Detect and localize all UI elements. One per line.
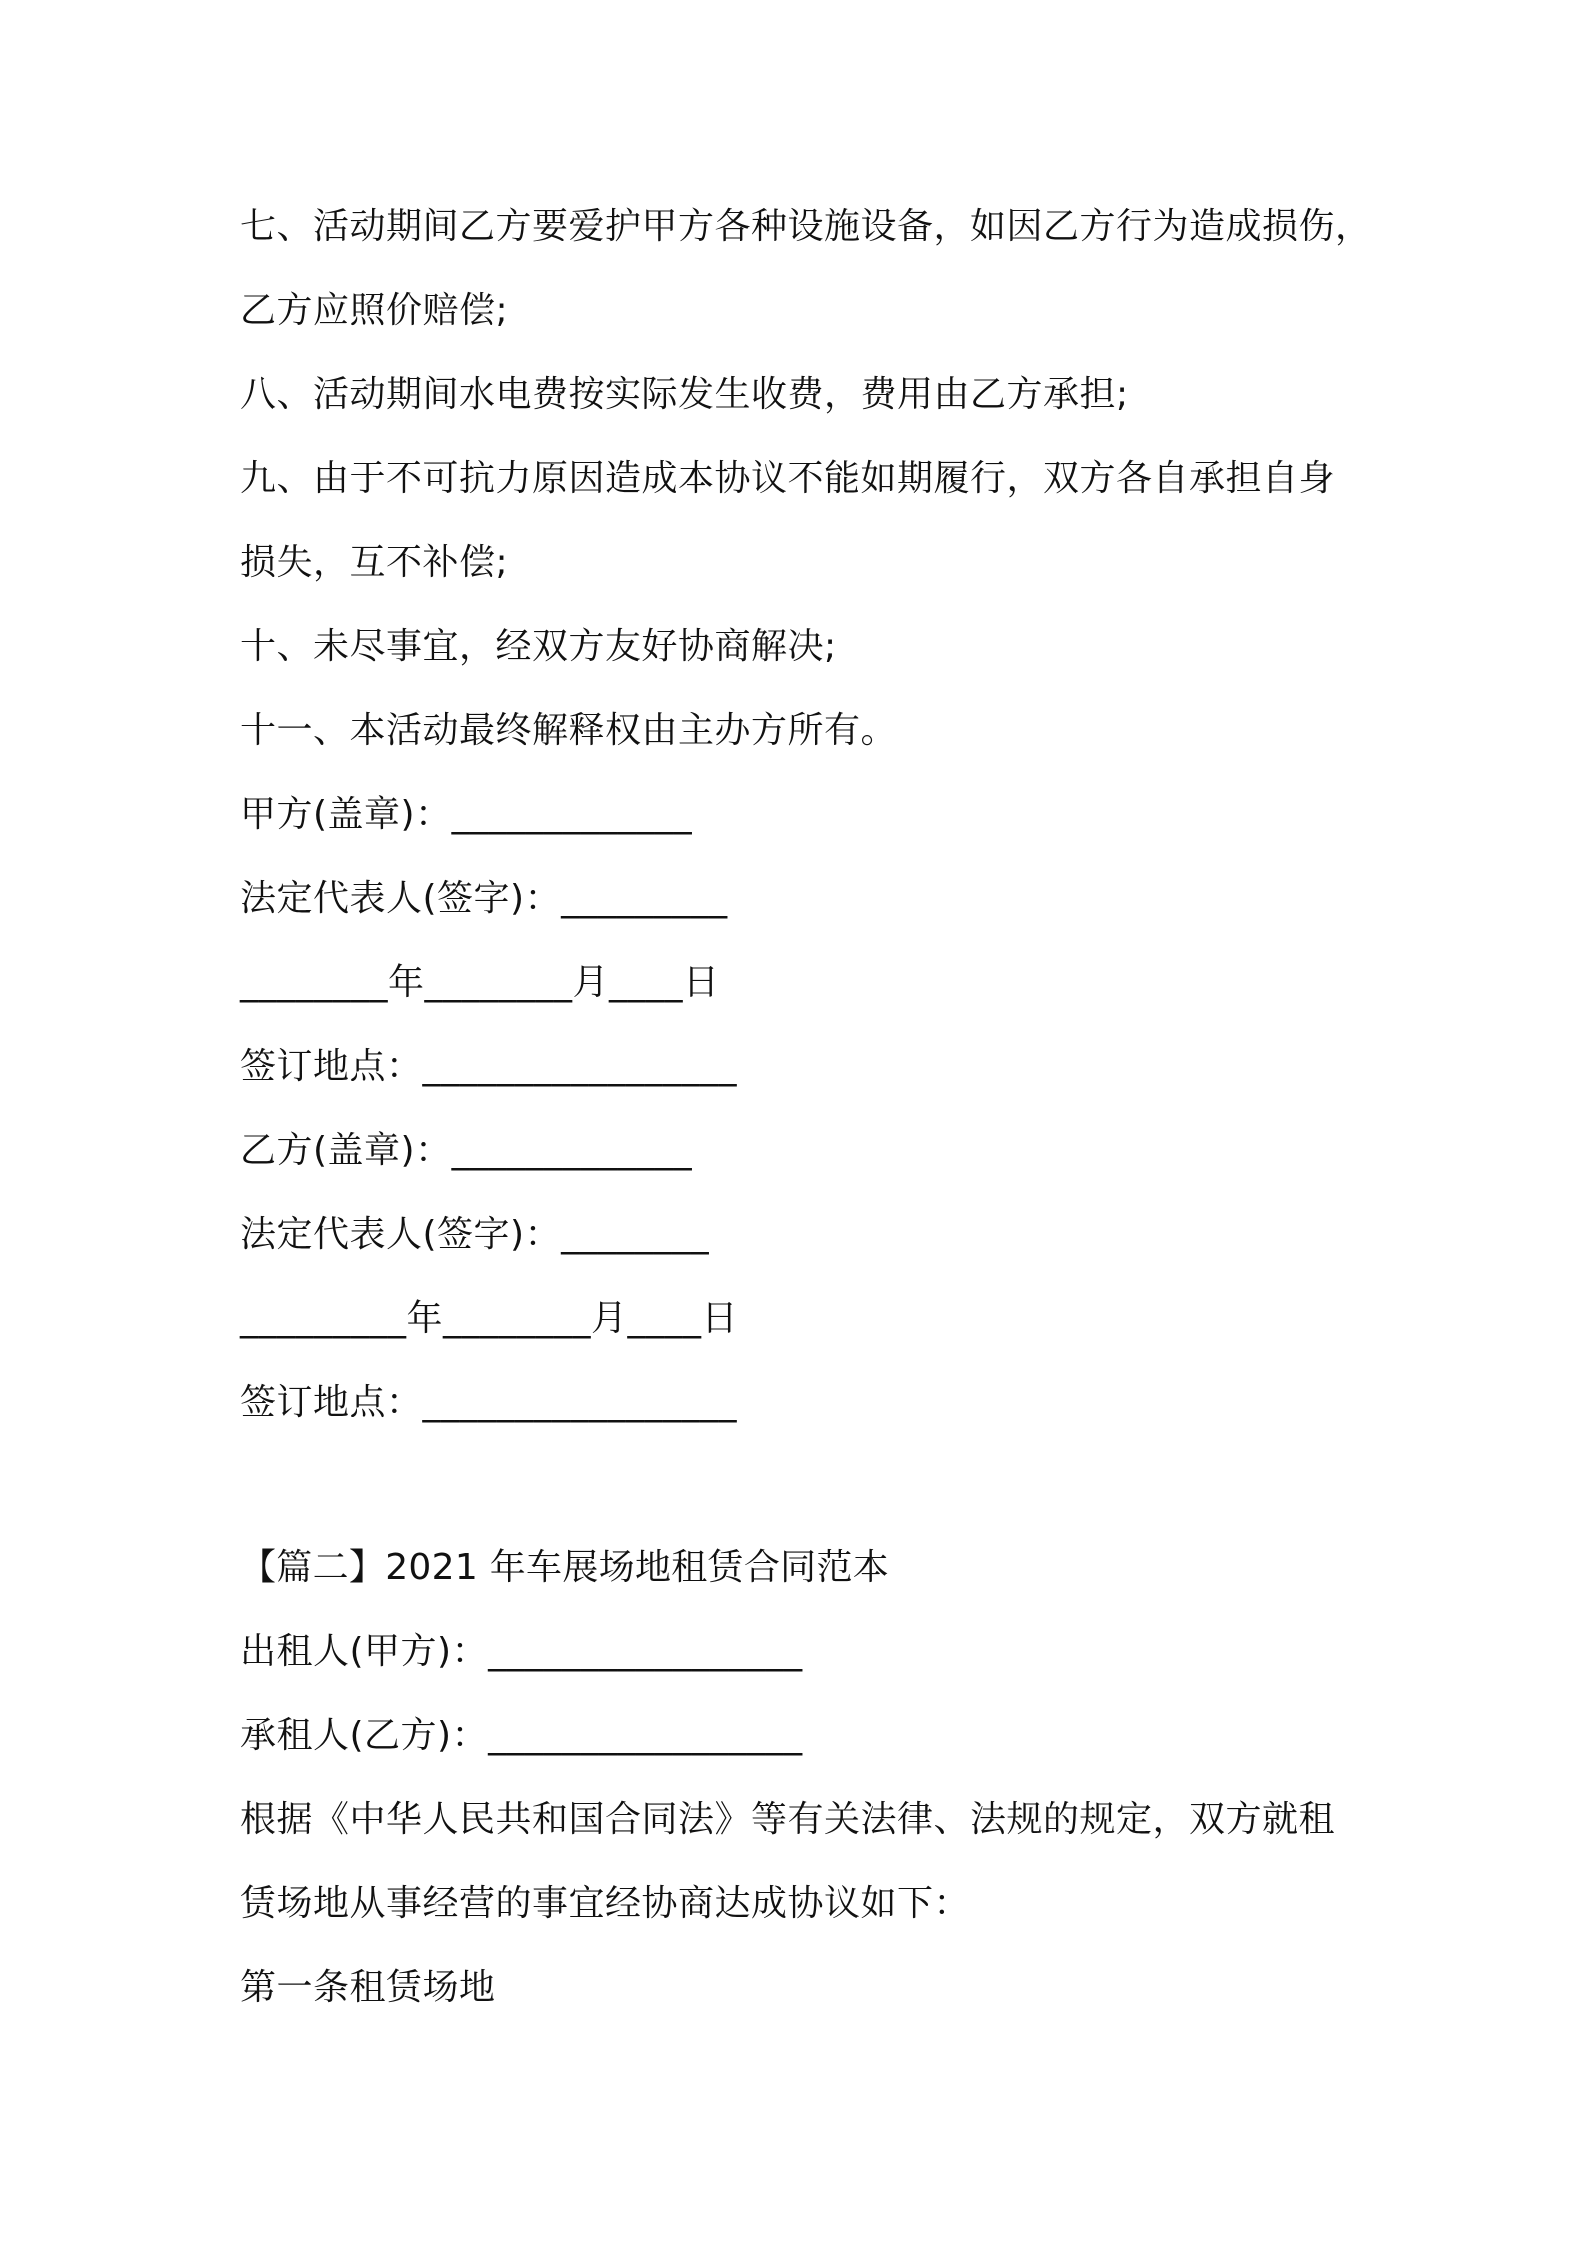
section-two-title: 【篇二】2021 年车展场地租赁合同范本 xyxy=(240,1547,890,1588)
party-b-signing-place-line: 签订地点：_________________ xyxy=(240,1382,738,1423)
party-a-representative-line: 法定代表人(签字)：_________ xyxy=(240,878,728,919)
contract-intro-line-1: 根据《中华人民共和国合同法》等有关法律、法规的规定，双方就租 xyxy=(240,1799,1336,1840)
party-a-seal-line: 甲方(盖章)：_____________ xyxy=(240,794,693,835)
party-a-signing-place-line: 签订地点：_________________ xyxy=(240,1046,738,1087)
clause-8: 八、活动期间水电费按实际发生收费，费用由乙方承担; xyxy=(240,374,1129,415)
contract-intro-line-2: 赁场地从事经营的事宜经协商达成协议如下： xyxy=(240,1883,971,1924)
party-a-date-line: ________年________月____日 xyxy=(240,962,720,1003)
clause-7-line-1: 七、活动期间乙方要爱护甲方各种设施设备，如因乙方行为造成损伤， xyxy=(240,206,1372,247)
lessor-line: 出租人(甲方)：_________________ xyxy=(240,1631,803,1672)
article-one-heading: 第一条租赁场地 xyxy=(240,1967,496,2008)
clause-7-line-2: 乙方应照价赔偿; xyxy=(240,290,509,331)
clause-9-line-1: 九、由于不可抗力原因造成本协议不能如期履行，双方各自承担自身 xyxy=(240,458,1336,499)
party-b-date-line: _________年________月____日 xyxy=(240,1298,738,1339)
clause-9-line-2: 损失，互不补偿; xyxy=(240,542,509,583)
clause-10: 十、未尽事宜，经双方友好协商解决; xyxy=(240,626,837,667)
lessee-line: 承租人(乙方)：_________________ xyxy=(240,1715,803,1756)
party-b-representative-line: 法定代表人(签字)：________ xyxy=(240,1214,710,1255)
party-b-seal-line: 乙方(盖章)：_____________ xyxy=(240,1130,693,1171)
clause-11: 十一、本活动最终解释权由主办方所有。 xyxy=(240,710,898,751)
